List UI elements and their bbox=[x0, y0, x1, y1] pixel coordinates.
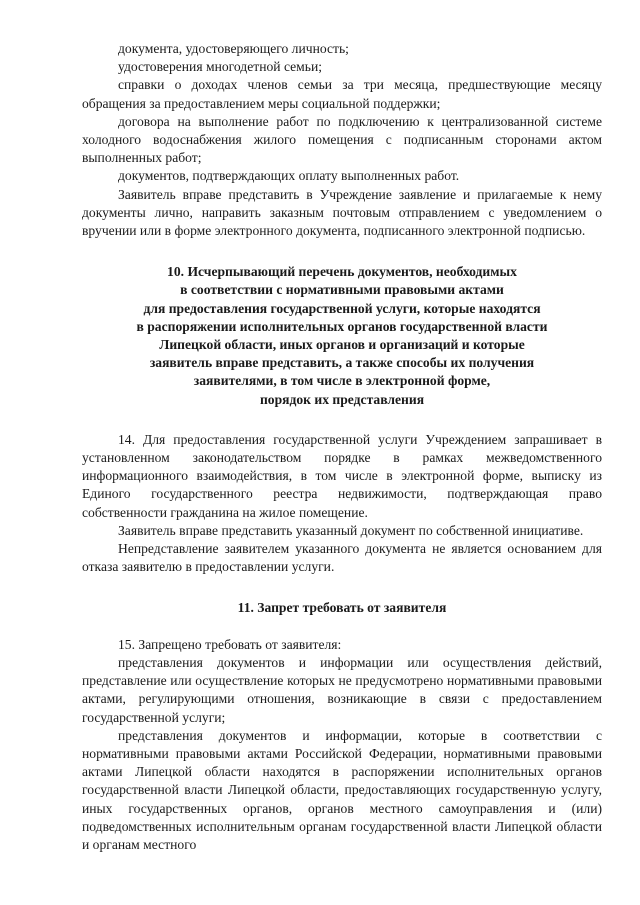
requirements-list bbox=[82, 40, 602, 240]
list-item: договора на выполнение работ по подключению к централизованной системе холодного водоснабжения жилого помещения с подписанным сторонами актом выполненных работ; bbox=[82, 113, 602, 166]
paragraph: представления документов и информации или осуществления действий, представление или осуществление которых не предусмотрено нормативными правовыми актами, регулирующими отношения, возникающие в связи с предоставлением государственной услуги; bbox=[82, 654, 602, 725]
section-11-body bbox=[82, 636, 602, 854]
paragraph: 15. Запрещено требовать от заявителя: bbox=[118, 636, 342, 652]
heading-line: 10. Исчерпывающий перечень документов, необходимых bbox=[167, 264, 517, 280]
paragraph: 14. Для предоставления государственной услуги Учреждением запрашивает в установленном законодательством порядке в рамках межведомственного информационного взаимодействия, в том числе в электронной форме, выписку из Единого государственного реестра недвижимости, подтверждающая право собственности гражданина на жилое помещение. bbox=[82, 431, 602, 520]
paragraph: Заявитель вправе представить указанный документ по собственной инициативе. bbox=[118, 522, 584, 538]
heading-line: в соответствии с нормативными правовыми актами bbox=[180, 282, 504, 298]
list-item: справки о доходах членов семьи за три месяца, предшествующие месяцу обращения за предоставлением меры социальной поддержки; bbox=[82, 77, 602, 111]
heading-line: заявитель вправе представить, а также способы их получения bbox=[149, 355, 535, 371]
paragraph: представления документов и информации, которые в соответствии с нормативными правовыми актами Российской Федерации, нормативными правовыми актами Липецкой области находятся в распоряжении исполнительных органов государственной власти Липецкой области, предоставляющих государственную услугу, иных государственных органов, органов местного самоуправления и (или) подведомственных исполнительным органам государственной власти Липецкой области и органам местного bbox=[82, 727, 602, 852]
list-item: удостоверения многодетной семьи; bbox=[118, 59, 323, 75]
section-11-heading: 11. Запрет требовать от заявителя bbox=[237, 600, 447, 616]
section-10-heading bbox=[82, 263, 602, 409]
section-10-body bbox=[82, 431, 602, 577]
submission-paragraph: Заявитель вправе представить в Учреждение заявление и прилагаемые к нему документы лично, направить заказным почтовым отправлением с уведомлением о вручении или в форме электронного документа, подписанного электронной подписью. bbox=[82, 186, 602, 239]
heading-line: порядок их представления bbox=[259, 391, 425, 407]
heading-line: Липецкой области, иных органов и организаций и которые bbox=[159, 337, 525, 353]
list-item: документа, удостоверяющего личность; bbox=[118, 41, 349, 56]
paragraph: Непредставление заявителем указанного документа не является основанием для отказа заявителю в предоставлении услуги. bbox=[82, 541, 602, 575]
heading-line: заявителями, в том числе в электронной форме, bbox=[193, 373, 491, 389]
list-item: документов, подтверждающих оплату выполненных работ. bbox=[118, 168, 460, 184]
heading-line: для предоставления государственной услуги, которые находятся bbox=[143, 300, 541, 316]
heading-line: в распоряжении исполнительных органов государственной власти bbox=[136, 318, 548, 334]
